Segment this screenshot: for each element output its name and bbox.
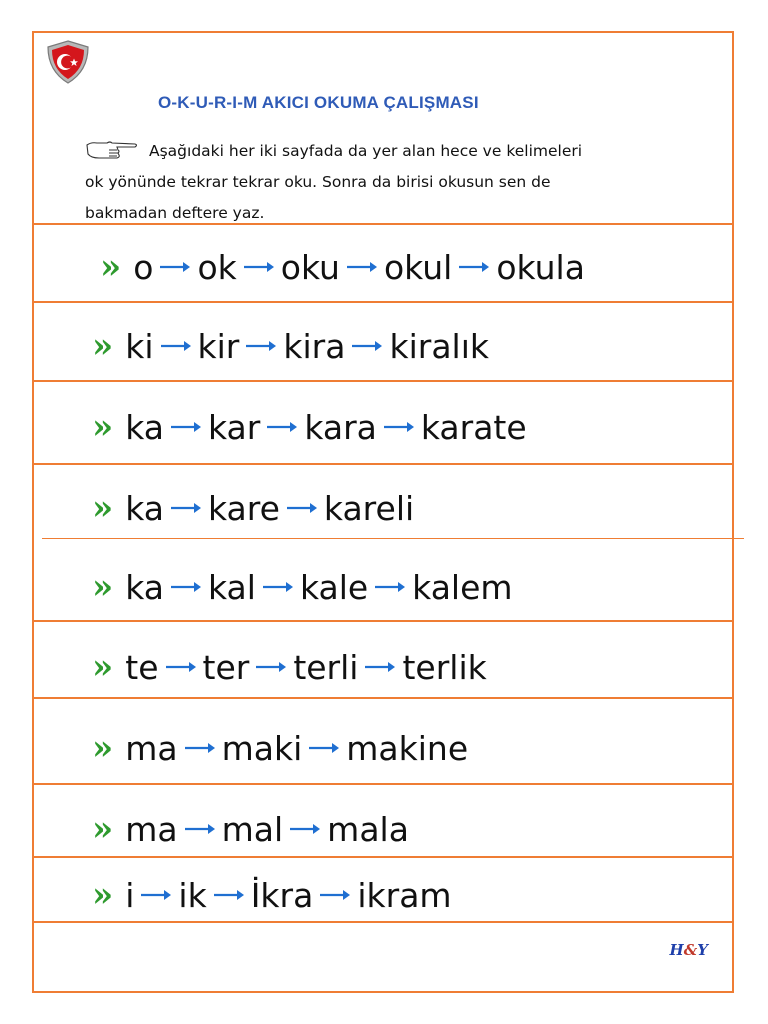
arrow-right-icon: [165, 660, 197, 674]
syllable-word: kal: [208, 567, 256, 607]
arrow-right-icon: [255, 660, 287, 674]
syllable-word: ma: [125, 728, 178, 768]
syllable-word: maki: [221, 728, 303, 768]
reading-row: [100, 237, 589, 297]
syllable-word: ki: [125, 326, 154, 366]
arrow-right-icon: [213, 888, 245, 902]
syllable-word: İkra: [250, 875, 314, 915]
arrow-right-icon: [170, 580, 202, 594]
bullet-mark: »: [92, 809, 114, 849]
bullet-mark: »: [92, 647, 114, 687]
syllable-word: kale: [299, 567, 369, 607]
row-divider: [34, 783, 732, 785]
reading-row: [92, 316, 493, 376]
syllable-word: oku: [280, 247, 340, 287]
arrow-right-icon: [319, 888, 351, 902]
arrow-right-icon: [170, 420, 202, 434]
syllable-word: kare: [208, 488, 280, 528]
arrow-right-icon: [351, 339, 383, 353]
arrow-right-icon: [184, 741, 216, 755]
syllable-word: mala: [327, 809, 409, 849]
bullet-mark: »: [92, 875, 114, 915]
reading-row: [92, 557, 517, 617]
row-divider: [34, 380, 732, 382]
header: [34, 33, 732, 223]
syllable-word: terli: [293, 647, 359, 687]
arrow-right-icon: [262, 580, 294, 594]
row-divider: [34, 697, 732, 699]
syllable-word: ikram: [357, 875, 452, 915]
arrow-right-icon: [243, 260, 275, 274]
signature-logo: H&Y: [669, 941, 708, 959]
bullet-mark: »: [92, 326, 114, 366]
syllable-word: i: [125, 875, 135, 915]
bullet-mark: »: [92, 407, 114, 447]
syllable-word: kalem: [412, 567, 513, 607]
arrow-right-icon: [266, 420, 298, 434]
arrow-right-icon: [184, 822, 216, 836]
arrow-right-icon: [159, 260, 191, 274]
bullet-mark: »: [92, 567, 114, 607]
syllable-word: ka: [125, 488, 165, 528]
reading-row: [92, 637, 491, 697]
syllable-word: kir: [197, 326, 240, 366]
syllable-word: o: [133, 247, 154, 287]
arrow-right-icon: [140, 888, 172, 902]
syllable-word: ka: [125, 567, 165, 607]
reading-row: [92, 397, 531, 457]
arrow-right-icon: [383, 420, 415, 434]
bullet-mark: »: [92, 488, 114, 528]
instruction-text: [85, 136, 705, 229]
arrow-right-icon: [458, 260, 490, 274]
syllable-word: kar: [208, 407, 261, 447]
arrow-right-icon: [308, 741, 340, 755]
pointing-hand-icon: [85, 139, 139, 161]
arrow-right-icon: [245, 339, 277, 353]
syllable-word: okula: [496, 247, 585, 287]
bullet-mark: »: [92, 728, 114, 768]
arrow-right-icon: [374, 580, 406, 594]
arrow-right-icon: [346, 260, 378, 274]
arrow-right-icon: [286, 501, 318, 515]
syllable-word: te: [125, 647, 159, 687]
arrow-right-icon: [289, 822, 321, 836]
row-divider: [34, 223, 732, 225]
instruction-line-2: ok yönünde tekrar tekrar oku. Sonra da birisi okusun sen de: [85, 173, 551, 191]
syllable-word: makine: [346, 728, 469, 768]
bullet-mark: »: [100, 247, 122, 287]
divider-line: [42, 538, 744, 539]
page-title: O-K-U-R-I-M AKICI OKUMA ÇALIŞMASI: [158, 93, 479, 112]
row-divider: [34, 620, 732, 622]
row-divider: [34, 301, 732, 303]
syllable-word: mal: [221, 809, 284, 849]
arrow-right-icon: [170, 501, 202, 515]
reading-row: [92, 718, 472, 778]
row-divider: [34, 463, 732, 465]
instruction-line-3: bakmadan deftere yaz.: [85, 204, 265, 222]
syllable-word: ma: [125, 809, 178, 849]
syllable-word: kara: [304, 407, 377, 447]
syllable-word: okul: [383, 247, 453, 287]
reading-row: [92, 799, 413, 859]
syllable-word: kiralık: [389, 326, 489, 366]
syllable-word: ter: [202, 647, 250, 687]
instruction-line-1: Aşağıdaki her iki sayfada da yer alan hece ve kelimeleri: [149, 142, 583, 160]
syllable-word: kira: [283, 326, 346, 366]
arrow-right-icon: [364, 660, 396, 674]
reading-row: [92, 478, 418, 538]
syllable-word: karate: [420, 407, 527, 447]
turkish-flag-shield-icon: [44, 39, 92, 85]
syllable-word: ok: [197, 247, 237, 287]
reading-row: [92, 865, 456, 925]
syllable-word: ik: [178, 875, 207, 915]
syllable-word: ka: [125, 407, 165, 447]
syllable-word: kareli: [323, 488, 415, 528]
syllable-word: terlik: [402, 647, 487, 687]
arrow-right-icon: [160, 339, 192, 353]
